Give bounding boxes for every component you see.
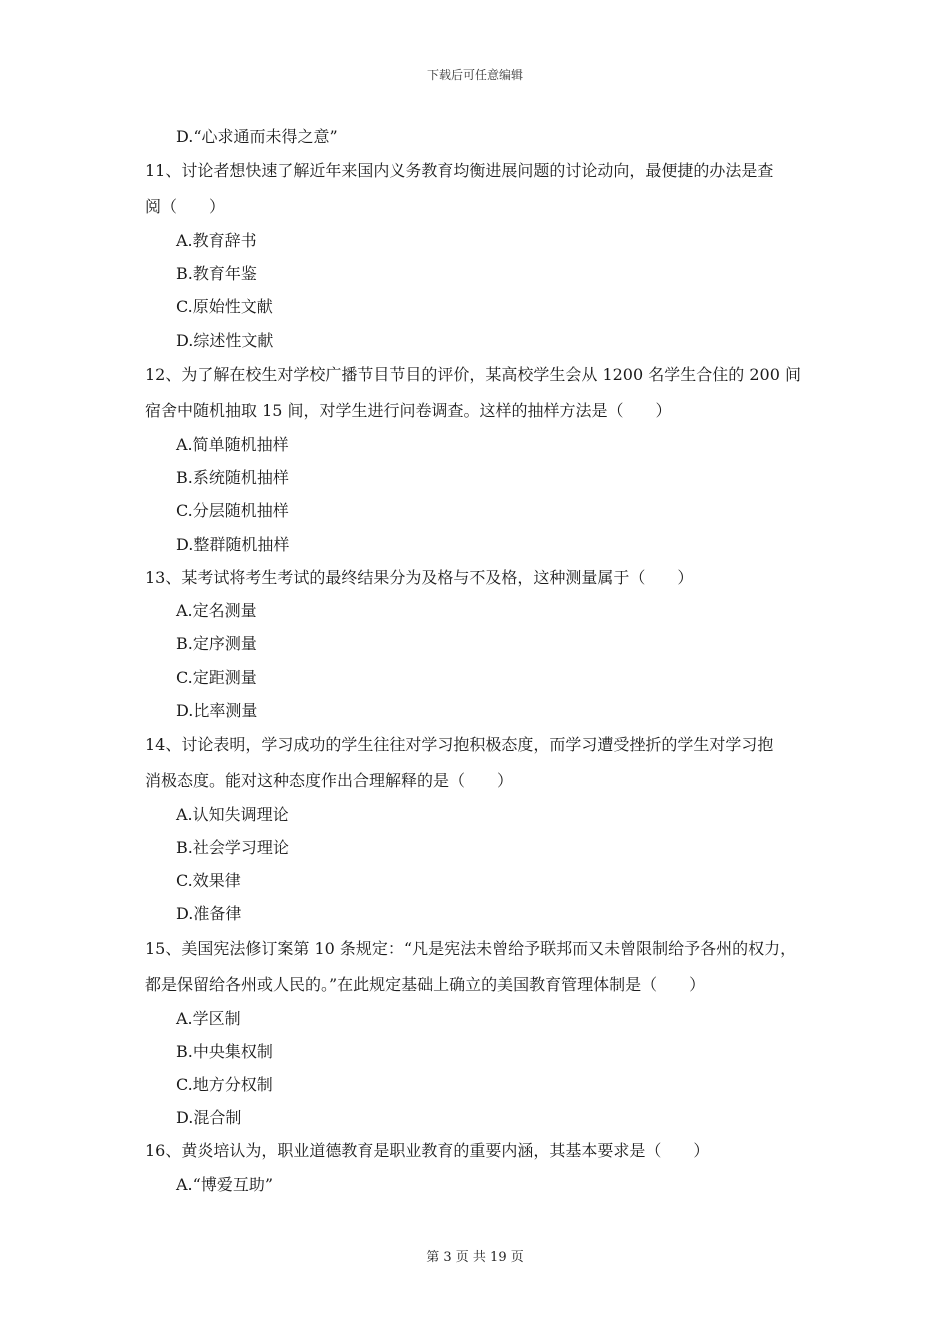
question-line: 宿舍中随机抽取 15 间，对学生进行问卷调查。这样的抽样方法是（ ） — [145, 401, 672, 420]
question-line: 16、黄炎培认为，职业道德教育是职业教育的重要内涵，其基本要求是（ ） — [145, 1141, 710, 1160]
option-line: C.效果律 — [176, 871, 241, 890]
page-header: 下载后可任意编辑 — [426, 68, 523, 82]
option-line: C.分层随机抽样 — [176, 501, 289, 520]
option-line: C.地方分权制 — [176, 1075, 273, 1094]
question-line: 都是保留给各州或人民的。”在此规定基础上确立的美国教育管理体制是（ ） — [145, 975, 706, 994]
option-line: C.定距测量 — [176, 668, 257, 687]
option-line: C.原始性文献 — [176, 297, 273, 316]
question-line: 15、美国宪法修订案第 10 条规定：“凡是宪法未曾给予联邦而又未曾限制给予各州的权力， — [145, 939, 797, 958]
option-line: B.社会学习理论 — [176, 838, 289, 857]
question-line: 12、为了解在校生对学校广播节目节目的评价，某高校学生会从 1200 名学生合住的 200 间 — [145, 365, 801, 384]
option-line: D.比率测量 — [176, 701, 258, 720]
page-footer: 第 3 页 共 19 页 — [426, 1250, 524, 1265]
option-line: B.定序测量 — [176, 634, 257, 653]
option-line: D.综述性文献 — [176, 331, 274, 350]
option-line: B.教育年鉴 — [176, 264, 257, 283]
question-line: 14、讨论表明，学习成功的学生往往对学习抱积极态度，而学习遭受挫折的学生对学习抱 — [145, 735, 774, 754]
option-line: A.简单随机抽样 — [176, 435, 289, 454]
option-line: B.系统随机抽样 — [176, 468, 289, 487]
question-line: 消极态度。能对这种态度作出合理解释的是（ ） — [145, 771, 514, 790]
option-line: A.“博爱互助” — [176, 1175, 274, 1194]
option-line: D.整群随机抽样 — [176, 535, 290, 554]
question-line: 13、某考试将考生考试的最终结果分为及格与不及格，这种测量属于（ ） — [145, 568, 694, 587]
option-line: D.混合制 — [176, 1108, 242, 1127]
option-line: D.“心求通而未得之意” — [176, 127, 338, 146]
option-line: D.准备律 — [176, 904, 242, 923]
option-line: A.定名测量 — [176, 601, 257, 620]
option-line: A.认知失调理论 — [176, 805, 289, 824]
option-line: A.学区制 — [176, 1009, 241, 1028]
question-line: 阅（ ） — [145, 197, 226, 216]
option-line: B.中央集权制 — [176, 1042, 273, 1061]
question-line: 11、讨论者想快速了解近年来国内义务教育均衡进展问题的讨论动向，最便捷的办法是查 — [145, 161, 774, 180]
option-line: A.教育辞书 — [176, 231, 257, 250]
